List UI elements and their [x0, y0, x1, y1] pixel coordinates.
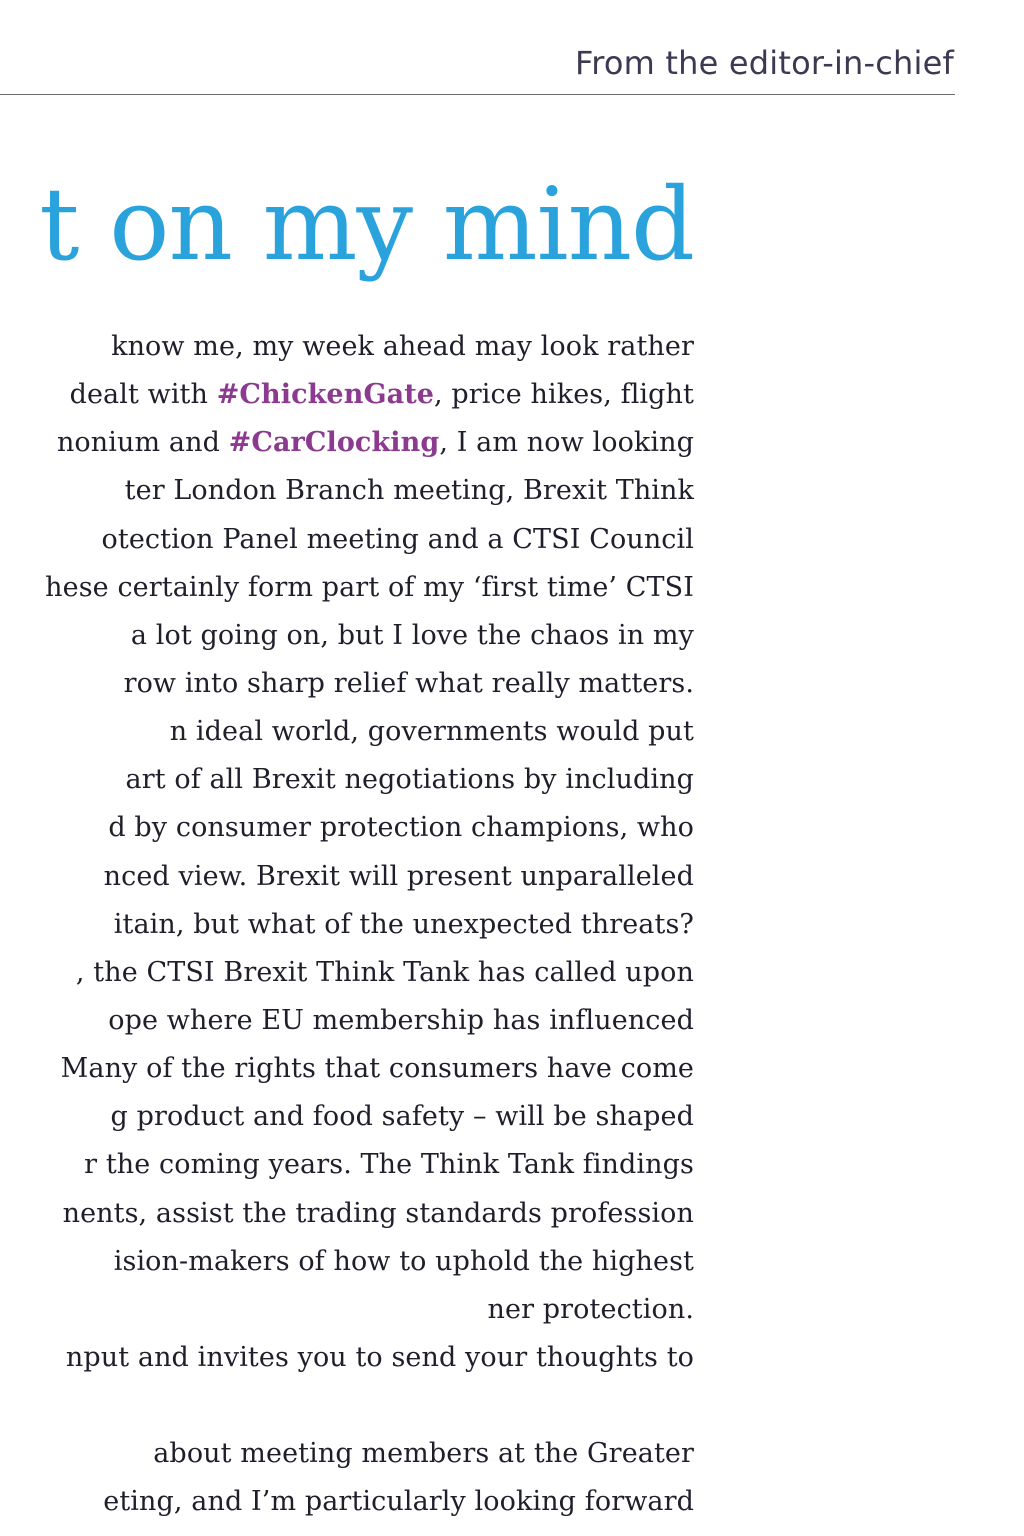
- body-line: [0, 371, 1024, 419]
- body-line-text: nput and invites you to send your thoughts to: [65, 1341, 694, 1373]
- body-line: [0, 323, 1024, 371]
- body-line-text: ner protection.: [487, 1293, 694, 1325]
- body-line-text: ision-makers of how to uphold the highest: [113, 1245, 694, 1277]
- body-line-text: nents, assist the trading standards profession: [62, 1197, 694, 1229]
- body-line-text: [70, 371, 694, 419]
- body-line: [0, 1238, 1024, 1286]
- body-line: [0, 901, 1024, 949]
- body-line: [0, 564, 1024, 612]
- body-line: [0, 467, 1024, 515]
- body-line: [0, 1478, 1024, 1526]
- body-line: [0, 1045, 1024, 1093]
- body-line-text: eting, and I’m particularly looking forward: [103, 1486, 694, 1518]
- body-line-text: itain, but what of the unexpected threats?: [113, 908, 694, 940]
- body-line-text: Many of the rights that consumers have come: [60, 1053, 694, 1085]
- body-line: [0, 756, 1024, 804]
- body-line: [0, 997, 1024, 1045]
- body-line-text: about meeting members at the Greater: [153, 1438, 694, 1470]
- body-line: [0, 612, 1024, 660]
- body-line-text: row into sharp relief what really matters.: [123, 667, 694, 699]
- body-line-text: , the CTSI Brexit Think Tank has called upon: [75, 956, 694, 988]
- body-line: [0, 1093, 1024, 1141]
- body-line-text: hese certainly form part of my ‘first time’ CTSI: [45, 571, 694, 603]
- body-line: [0, 516, 1024, 564]
- body-line-segment: dealt with: [69, 379, 217, 411]
- body-line-text: nced view. Brexit will present unparalleled: [103, 860, 694, 892]
- hashtag-carclocking[interactable]: #CarClocking: [228, 427, 440, 459]
- body-line-segment: , price hikes, flight: [434, 379, 694, 411]
- hashtag-chickengate[interactable]: #ChickenGate: [216, 379, 435, 411]
- body-line-text: ter London Branch meeting, Brexit Think: [124, 475, 694, 507]
- body-line-segment: , I am now looking: [439, 427, 694, 459]
- body-line: [0, 708, 1024, 756]
- body-line: [0, 1286, 1024, 1334]
- body-line-text: g product and food safety – will be shaped: [110, 1101, 694, 1133]
- body-line-text: otection Panel meeting and a CTSI Council: [101, 523, 694, 555]
- body-line-text: [57, 419, 694, 467]
- body-line-text: art of all Brexit negotiations by including: [125, 764, 694, 796]
- body-line: [0, 1190, 1024, 1238]
- section-header-label: From the editor-in-chief: [574, 44, 954, 82]
- body-line: [0, 1141, 1024, 1189]
- article-body: [0, 323, 1024, 1527]
- body-line-text: a lot going on, but I love the chaos in my: [130, 619, 694, 651]
- body-line: [0, 1334, 1024, 1382]
- body-line: [0, 949, 1024, 997]
- article-headline: t on my mind: [39, 166, 694, 283]
- body-line: [0, 804, 1024, 852]
- header-divider: [0, 94, 955, 95]
- body-line: [0, 419, 1024, 467]
- body-line-text: d by consumer protection champions, who: [108, 812, 694, 844]
- body-line: [0, 1430, 1024, 1478]
- body-line-text: r the coming years. The Think Tank findings: [84, 1149, 694, 1181]
- body-line-segment: nonium and: [56, 427, 229, 459]
- body-line: [0, 853, 1024, 901]
- body-line-text: ope where EU membership has influenced: [108, 1004, 694, 1036]
- body-line-text: know me, my week ahead may look rather: [111, 331, 694, 362]
- body-line: [0, 1382, 1024, 1430]
- body-line-text: n ideal world, governments would put: [169, 716, 694, 748]
- body-line: [0, 660, 1024, 708]
